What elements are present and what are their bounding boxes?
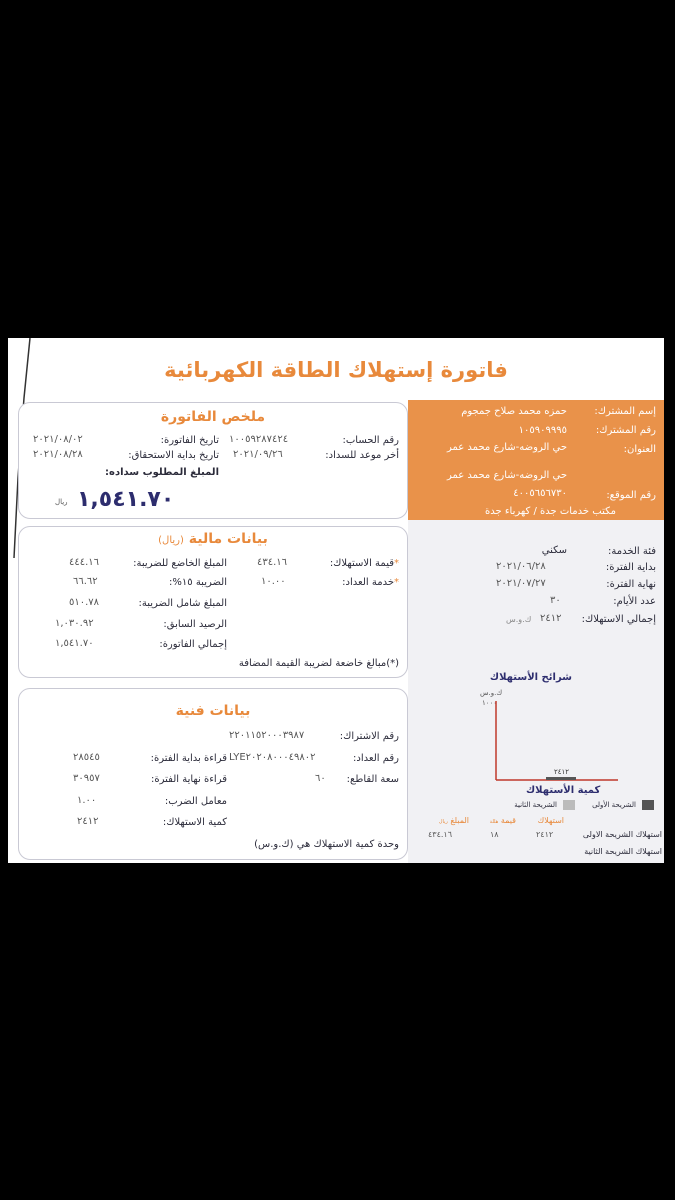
total-consumption-label: إجمالي الاستهلاك: xyxy=(581,614,656,625)
invoice-title: فاتورة إستهلاك الطاقة الكهربائية xyxy=(164,358,508,382)
col-amount-text: المبلغ xyxy=(450,816,469,825)
summary-box xyxy=(18,402,408,519)
start-reading-label: قراءة بداية الفترة: xyxy=(150,753,227,764)
consumption-value-label: *قيمة الاستهلاك: xyxy=(329,558,399,569)
col-amount xyxy=(439,816,469,825)
tier1-consumption: ٢٤١٢ xyxy=(536,830,554,839)
col-value-unit: هللة xyxy=(489,819,499,825)
financial-box xyxy=(18,526,408,678)
start-reading: ٢٨٥٤٥ xyxy=(73,752,100,763)
financial-heading-text: بيانات مالية xyxy=(188,531,268,547)
summary-heading: ملخص الفاتورة xyxy=(160,409,266,425)
vat-label: الضريبة ١٥%: xyxy=(169,577,227,588)
address: حي الروضه-شارع محمد عمر xyxy=(446,442,567,453)
meter-number-label: رقم العداد: xyxy=(353,753,399,764)
tiers-chart xyxy=(418,683,658,813)
subscriber-panel xyxy=(408,400,664,520)
tier2-label: استهلاك الشريحة الثانية xyxy=(584,847,662,856)
invoice-total-label: إجمالي الفاتورة: xyxy=(159,639,227,650)
financial-heading-unit: (ريال) xyxy=(158,535,184,546)
account-label: رقم الحساب: xyxy=(342,435,399,446)
incl-tax-amount: ٥١٠.٧٨ xyxy=(69,597,100,608)
subscriber-name-label: إسم المشترك: xyxy=(594,406,656,417)
period-start-label: بداية الفترة: xyxy=(605,562,656,573)
breaker-label: سعة القاطع: xyxy=(346,774,399,785)
subscription-number: ٢٢٠١١٥٢٠٠٠٣٩٨٧ xyxy=(229,730,305,741)
end-reading-label: قراءة نهاية الفترة: xyxy=(151,774,227,785)
previous-balance: ١,٠٣٠.٩٢ xyxy=(55,618,94,629)
col-amount-unit: ريال xyxy=(438,819,448,825)
invoice-total: ١,٥٤١.٧٠ xyxy=(55,638,94,649)
period-start: ٢٠٢١/٠٦/٢٨ xyxy=(496,561,546,572)
tier1-label: استهلاك الشريحة الاولى xyxy=(582,830,662,839)
breaker: ٦٠ xyxy=(315,773,326,784)
chart-xlabel: كمية الأستهلاك xyxy=(526,785,601,796)
account-number: ١٠٠٥٩٢٨٧٤٢٤ xyxy=(229,434,289,445)
tier1-value: ١٨ xyxy=(490,830,499,839)
consumption-value: ٤٣٤.١٦ xyxy=(257,557,288,568)
previous-balance-label: الرصيد السابق: xyxy=(163,619,227,630)
col-consumption: استهلاك xyxy=(537,816,564,825)
chart-bar-label: ٢٤١٢ xyxy=(554,768,570,777)
total-consumption: ٢٤١٢ xyxy=(540,613,562,624)
amount-due: ١,٥٤١.٧٠ xyxy=(77,487,175,512)
chart-bar-first-tier xyxy=(546,777,576,780)
service-category-label: فئة الخدمة: xyxy=(608,546,656,557)
meter-service-label-text: خدمة العداد: xyxy=(342,577,394,588)
due-date-label: أخر موعد للسداد: xyxy=(325,450,399,461)
subscriber-number: ١٠٥٩٠٩٩٩٥ xyxy=(518,425,567,436)
legend-swatch-first xyxy=(642,800,654,810)
vat-note: (*)مبالغ خاضعة لضريبة القيمة المضافة xyxy=(238,658,399,669)
consumption-value-label-text: قيمة الاستهلاك: xyxy=(329,558,394,569)
meter-number: LYE٢٠٢٠٨٠٠٠٤٩٨٠٢ xyxy=(229,752,316,763)
meter-service: ١٠.٠٠ xyxy=(261,576,286,587)
days: ٣٠ xyxy=(550,595,561,606)
subscription-label: رقم الاشتراك: xyxy=(339,731,399,742)
site-number: ٤٠٠٥٦٥٦٧٣٠ xyxy=(513,488,567,499)
technical-heading: بيانات فنية xyxy=(175,703,251,719)
financial-heading xyxy=(19,531,407,547)
consumption-qty-label: كمية الاستهلاك: xyxy=(162,817,227,828)
invoice-document xyxy=(8,338,664,863)
taxable-label: المبلغ الخاضع للضريبة: xyxy=(133,558,227,569)
col-value-text: قيمة xyxy=(500,816,516,825)
period-end: ٢٠٢١/٠٧/٢٧ xyxy=(496,578,546,589)
due-date: ٢٠٢١/٠٩/٢٦ xyxy=(233,449,283,460)
multiplier-label: معامل الضرب: xyxy=(164,796,227,807)
amount-due-label: المبلغ المطلوب سداده: xyxy=(105,467,219,478)
taxable-amount: ٤٤٤.١٦ xyxy=(69,557,100,568)
subscriber-name: حمزه محمد صلاح جمجوم xyxy=(461,406,567,417)
address-line2: حي الروضه-شارع محمد عمر xyxy=(446,470,567,481)
technical-box xyxy=(18,688,408,860)
invoice-date-label: تاريخ الفاتورة: xyxy=(160,435,219,446)
entitlement-date: ٢٠٢١/٠٨/٢٨ xyxy=(33,449,83,460)
multiplier: ١.٠٠ xyxy=(77,795,97,806)
address-label: العنوان: xyxy=(623,444,656,455)
end-reading: ٣٠٩٥٧ xyxy=(73,773,100,784)
chart-y-unit: ك.و.س xyxy=(480,689,503,697)
legend-second: الشريحة الثانية xyxy=(514,801,557,809)
office: مكتب خدمات جدة / كهرباء جدة xyxy=(485,506,616,517)
legend-first: الشريحة الأولى xyxy=(592,801,636,809)
tier1-amount: ٤٣٤.١٦ xyxy=(428,830,453,839)
incl-tax-label: المبلغ شامل الضريبة: xyxy=(138,598,227,609)
vat-amount: ٦٦.٦٢ xyxy=(73,576,98,587)
entitlement-label: تاريخ بداية الاستحقاق: xyxy=(128,450,219,461)
period-end-label: نهاية الفترة: xyxy=(606,579,656,590)
subscriber-number-label: رقم المشترك: xyxy=(595,425,656,436)
meter-service-label: *خدمة العداد: xyxy=(342,577,399,588)
chart-ytick: ١٠٠٠ xyxy=(482,699,498,707)
days-label: عدد الأيام: xyxy=(613,596,656,607)
unit-note: وحدة كمية الاستهلاك هي (ك.و.س) xyxy=(254,839,399,850)
currency: ريال xyxy=(55,498,68,506)
tiers-heading: شرائح الأستهلاك xyxy=(489,672,572,683)
total-consumption-unit: ك.و.س xyxy=(506,615,532,624)
service-category: سكني xyxy=(541,545,567,556)
col-value xyxy=(490,816,516,825)
consumption-qty: ٢٤١٢ xyxy=(77,816,99,827)
site-label: رقم الموقع: xyxy=(606,490,656,501)
legend-swatch-second xyxy=(563,800,575,810)
invoice-date: ٢٠٢١/٠٨/٠٢ xyxy=(33,434,83,445)
